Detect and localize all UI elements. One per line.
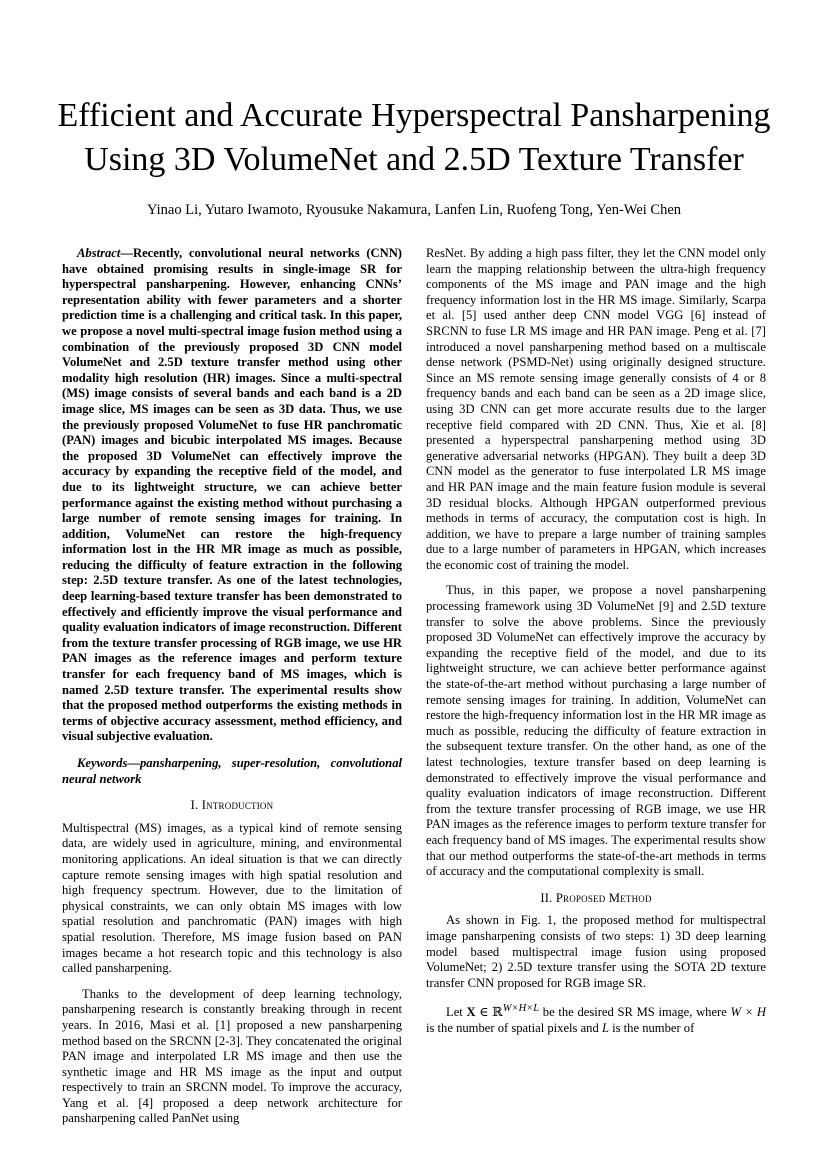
abstract-dash: — <box>120 246 133 260</box>
math-in-real: ∈ ℝ <box>479 1005 503 1020</box>
math-symbol-x: X <box>466 1005 476 1020</box>
section-heading-proposed-method: II. Proposed Method <box>540 890 652 905</box>
method-paragraph-2 <box>426 1001 766 1036</box>
intro-paragraph-2: Thanks to the development of deep learning technology, pansharpening research is constantly breaking through in recent years. In 2016, Masi et al. [1] proposed a new pansharpening method based on the SRCNN [2-3]. They concatenated the original PAN image and interpolated LR MS image and then use the synthetic image and HR MS image as the input and output respectively to train an SRCNN model. To improve the accuracy, Yang et al. [4] proposed a deep network architecture for pansharpening called PanNet using <box>62 986 402 1126</box>
abstract-text: Recently, convolutional neural networks (CNN) have obtained promising results in single-image SR for hyperspectral pansharpening. However, enhancing CNNs’ representation ability with fewer parameters and a shorter prediction time is a challenging and critical task. In this paper, we propose a novel multi-spectral image fusion method using a combination of the previously proposed 3D CNN model VolumeNet and 2.5D texture transfer method using other modality high resolution (HR) images. Since a multi-spectral (MS) image consists of several bands and each band is a 2D image slice, MS images can be seen as 3D data. Thus, we use the previously proposed VolumeNet to fuse HR panchromatic (PAN) images and bicubic interpolated MS images. Because the proposed 3D VolumeNet can effectively improve the accuracy by expanding the receptive field of the model, and due to its lightweight structure, we can achieve better performance against the existing method without purchasing a large number of remote sensing images for training. In addition, VolumeNet can restore the high-frequency information lost in the HR MR image as much as possible, reducing the difficulty of feature extraction in the following step: 2.5D texture transfer. As one of the latest technologies, deep learning-based texture transfer has been demonstrated to effectively and efficiently improve the visual performance and quality evaluation indicators of image reconstruction. Different from the texture transfer processing of RGB image, we use HR PAN images as the reference images and perform texture transfer for each frequency band of MS images, which is named 2.5D texture transfer. The experimental results show that the proposed method outperforms the existing methods in terms of objective accuracy assessment, method efficiency, and visual subjective evaluation. <box>62 246 402 744</box>
section-heading-introduction: I. Introduction <box>190 798 274 813</box>
abstract <box>62 246 402 745</box>
method-text-a: be the desired SR MS image, where <box>542 1005 727 1020</box>
abstract-label: Abstract <box>77 246 121 260</box>
author-list: Yinao Li, Yutaro Iwamoto, Ryousuke Nakamura, Lanfen Lin, Ruofeng Tong, Yen-Wei Chen <box>146 202 682 218</box>
intro-paragraph-3: Thus, in this paper, we propose a novel pansharpening processing framework using 3D VolumeNet [9] and 2.5D texture transfer to solve the above problems. Since the previously proposed 3D VolumeNet can effectively improve the accuracy by expanding the receptive field of the model, and due to its lightweight structure, we can achieve better performance against the state-of-the-art method without purchasing a large number of remote sensing images for training. In addition, VolumeNet can restore the high-frequency information lost in the HR MR image as much as possible, reducing the difficulty of feature extraction in the subsequent texture transfer. On the other hand, as one of the latest technologies, texture transfer based on deep learning is demonstrated to effectively improve the visual performance and quality evaluation indicators of image reconstruction. Different from the texture transfer processing of RGB image, we use HR PAN images as the reference images to perform texture transfer for each frequency band of MS images. The experimental results show that our method outperforms the state-of-the-art methods in terms of accuracy and the computational complexity is small. <box>426 583 766 879</box>
math-w-times-h: W × H <box>730 1005 766 1020</box>
left-column <box>62 246 402 1127</box>
keywords: Keywords—pansharpening, super-resolution, convolutional neural network <box>62 756 402 786</box>
method-text-c: is the number of <box>612 1021 695 1036</box>
method-text-b: is the number of spatial pixels and <box>426 1021 599 1036</box>
right-column <box>426 246 766 1037</box>
paper-title: Efficient and Accurate Hyperspectral Pansharpening Using 3D VolumeNet and 2.5D Texture Transfer <box>57 97 771 178</box>
intro-paragraph-1: Multispectral (MS) images, as a typical kind of remote sensing data, are widely used in agriculture, mining, and environmental monitoring applications. An ideal situation is that we can directly capture remote sensing images with high spatial resolution and high frequency spectrum. However, due to the limitation of physical constraints, we can only obtain MS images with low spatial resolution and panchromatic (PAN) images with high spatial resolution. Therefore, MS image fusion based on PAN images became a hot research topic and this technology is also called pansharpening. <box>62 820 402 976</box>
method-paragraph-1: As shown in Fig. 1, the proposed method for multispectral image pansharpening consists of two steps: 1) 3D deep learning model based multispectral image fusion using proposed VolumeNet; 2) 2.5D texture transfer using the SOTA 2D texture transfer CNN proposed for RGB image SR. <box>426 913 766 990</box>
math-superscript: W×H×L <box>502 1003 540 1015</box>
math-symbol-l: L <box>601 1021 609 1036</box>
intro-paragraph-2-continued: ResNet. By adding a high pass filter, they let the CNN model only learn the mapping relationship between the ultra-high frequency components of the MS image and PAN image and the high frequency information lost in the HR MS image. Similarly, Scarpa et al. [5] used anther deep CNN model VGG [6] instead of SRCNN to fuse LR MS image and HR PAN image. Peng et al. [7] introduced a novel pansharpening method based on a multiscale dense network (PSMD-Net) using originally designed structure. Since an MS remote sensing image generally consists of 4 or 8 frequency bands and each band can be seen as a 2D image slice, using 3D CNN can get more accurate results due to the larger receptive field compared with 2D CNN. Thus, Xie et al. [8] presented a hyperspectral pansharpening method using 3D generative adversarial networks (HPGAN). They built a deep 3D CNN model as the generator to fuse interpolated LR MS image and HR PAN image and the main feature fusion module is several 3D residual blocks. Although HPGAN outperformed previous methods in terms of accuracy, the computation cost is high. In addition, we have to prepare a large number of training samples due to a large number of parameters in HPGAN, which increases the economic cost of training the model. <box>426 246 766 572</box>
method-let: Let <box>446 1005 463 1020</box>
